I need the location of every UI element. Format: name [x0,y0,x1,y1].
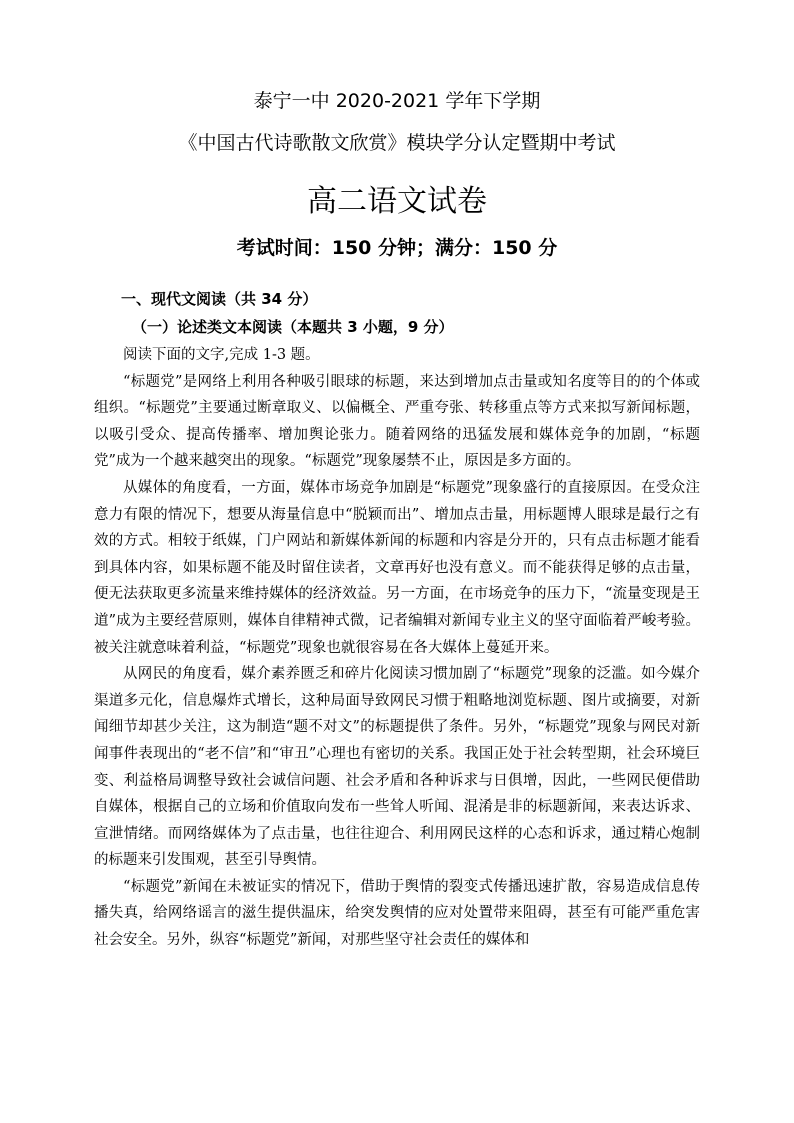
section-title: 一、现代文阅读（共 34 分） [121,290,318,308]
passage-instruction: 阅读下面的文字,完成 1-3 题。 [123,347,320,363]
passage-paragraph: “标题党”新闻在未被证实的情况下，借助于舆情的裂变式传播迅速扩散，容易造成信息传播失真，给网络谣言的滋生提供温床，给突发舆情的应对处置带来阻碍，甚至有可能严重危害社会安全。另外，纵容“标题党”新闻，对那些坚守社会责任的媒体和 [94,878,700,949]
exam-name-heading: 《中国古代诗歌散文欣赏》模块学分认定暨期中考试 [178,132,616,154]
section-subtitle: （一）论述类文本阅读（本题共 3 小题，9 分） [132,318,454,336]
passage-paragraph: “标题党”是网络上利用各种吸引眼球的标题，来达到增加点击量或知名度等目的的个体或组织。“标题党”主要通过断章取义、以偏概全、严重夸张、转移重点等方式来拟写新闻标题，以吸引受众、提高传播率、增加舆论张力。随着网络的迅猛发展和媒体竞争的加剧，“标题党”成为一个越来越突出的现象。“标题党”现象屡禁不止，原因是多方面的。 [94,373,700,470]
passage-paragraph: 从媒体的角度看，一方面，媒体市场竞争加剧是“标题党”现象盛行的直接原因。在受众注意力有限的情况下，想要从海量信息中“脱颖而出”、增加点击量，用标题博人眼球是最行之有效的方式。相较于纸媒，门户网站和新媒体新闻的标题和内容是分开的，只有点击标题才能看到具体内容，如果标题不能及时留住读者，文章再好也没有意义。而不能获得足够的点击量，便无法获取更多流量来维持媒体的经济效益。另一方面，在市场竞争的压力下，“流量变现是王道”成为主要经营原则，媒体自律精神式微，记者编辑对新闻专业主义的坚守面临着严峻考验。被关注就意味着利益，“标题党”现象也就很容易在各大媒体上蔓延开来。 [94,479,700,656]
paper-title: 高二语文试卷 [307,184,487,219]
exam-info: 考试时间：150 分钟；满分：150 分 [236,237,558,259]
passage-body [94,342,700,954]
school-term-heading: 泰宁一中 2020-2021 学年下学期 [253,90,541,112]
passage-paragraph: 从网民的角度看，媒介素养匮乏和碎片化阅读习惯加剧了“标题党”现象的泛滥。如今媒介渠道多元化，信息爆炸式增长，这种局面导致网民习惯于粗略地浏览标题、图片或摘要，对新闻细节却甚少关注，这为制造“题不对文”的标题提供了条件。另外，“标题党”现象与网民对新闻事件表现出的“老不信”和“审丑”心理也有密切的关系。我国正处于社会转型期，社会环境巨变、利益格局调整导致社会诚信问题、社会矛盾和各种诉求与日俱增，因此，一些网民便借助自媒体，根据自己的立场和价值取向发布一些耸人听闻、混淆是非的标题新闻，来表达诉求、宣泄情绪。而网络媒体为了点击量，也往往迎合、利用网民这样的心态和诉求，通过精心炮制的标题来引发围观，甚至引导舆情。 [94,666,700,869]
